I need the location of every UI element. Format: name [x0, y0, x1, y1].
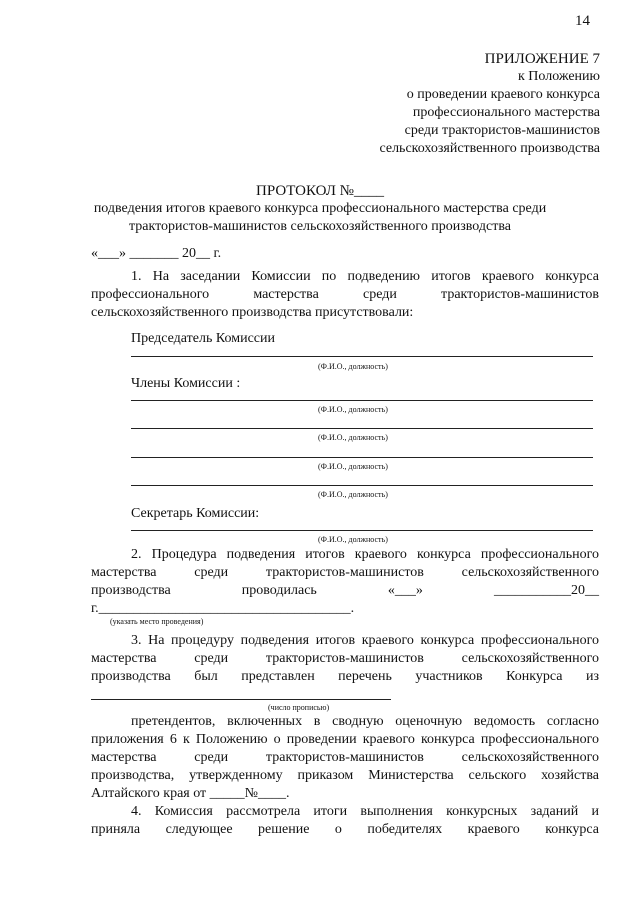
section-4-line: 4. Комиссия рассмотрела итоги выполнения конкурсных заданий и — [131, 804, 599, 819]
section-3-cont-line: производства, утвержденному приказом Министерства сельского хозяйства — [91, 768, 599, 783]
member-caption: (Ф.И.О., должность) — [318, 433, 388, 442]
section-2-line: 2. Процедура подведения итогов краевого конкурса профессионального — [131, 547, 599, 562]
section-2-caption: (указать место проведения) — [110, 617, 204, 626]
count-blank-line[interactable] — [91, 699, 391, 700]
protocol-title: ПРОТОКОЛ №____ — [256, 183, 384, 199]
appendix-line: сельскохозяйственного производства — [379, 141, 600, 156]
protocol-date: «___» _______ 20__ г. — [91, 246, 222, 261]
secretary-blank-line[interactable] — [131, 530, 593, 531]
section-1-line: 1. На заседании Комиссии по подведению итогов краевого конкурса — [131, 269, 599, 284]
appendix-line: профессионального мастерства — [412, 105, 600, 120]
section-1-text — [91, 268, 599, 304]
appendix-title: ПРИЛОЖЕНИЕ 7 — [484, 51, 600, 67]
appendix-line: к Положению — [517, 69, 600, 84]
section-3-continuation — [91, 713, 599, 785]
section-3-line: производства был представлен перечень участников Конкурса из — [91, 669, 599, 684]
section-3-cont-line: претендентов, включенных в сводную оценочную ведомость согласно — [131, 714, 599, 729]
member-blank-line[interactable] — [131, 400, 593, 401]
section-4-line: приняла следующее решение о победителях краевого конкурса — [91, 822, 599, 837]
subtitle-line: трактористов-машинистов сельскохозяйственного производства — [129, 219, 511, 234]
member-caption: (Ф.И.О., должность) — [318, 405, 388, 414]
section-3-caption: (число прописью) — [268, 703, 330, 712]
members-label: Члены Комиссии : — [131, 376, 241, 391]
chair-blank-line[interactable] — [131, 356, 593, 357]
protocol-subtitle — [0, 200, 640, 236]
section-3-line: 3. На процедуру подведения итогов краевого конкурса профессионального — [131, 633, 599, 648]
secretary-caption: (Ф.И.О., должность) — [318, 535, 388, 544]
member-caption: (Ф.И.О., должность) — [318, 462, 388, 471]
chair-caption: (Ф.И.О., должность) — [318, 362, 388, 371]
section-2-line: производства проводилась «___» ___________20__ — [91, 583, 599, 598]
section-3-cont-line: мастерства среди трактористов-машинистов сельскохозяйственного — [91, 750, 599, 765]
page-number: 14 — [575, 13, 590, 29]
subtitle-line: подведения итогов краевого конкурса профессионального мастерства среди — [93, 201, 547, 216]
section-3-line: мастерства среди трактористов-машинистов сельскохозяйственного — [91, 651, 599, 666]
section-4-text — [91, 803, 599, 839]
section-2-text — [91, 546, 599, 600]
section-3-text — [91, 632, 599, 686]
member-blank-line[interactable] — [131, 457, 593, 458]
section-3-cont-line: приложения 6 к Положению о проведении краевого конкурса профессионального — [91, 732, 599, 747]
section-1-line: профессионального мастерства среди трактористов-машинистов — [91, 287, 599, 302]
section-2-place-line: г.____________________________________. — [91, 601, 355, 616]
section-2-line: мастерства среди трактористов-машинистов сельскохозяйственного — [91, 565, 599, 580]
member-caption: (Ф.И.О., должность) — [318, 490, 388, 499]
appendix-block — [379, 50, 600, 158]
appendix-line: о проведении краевого конкурса — [406, 87, 600, 102]
appendix-line: среди трактористов-машинистов — [404, 123, 600, 138]
secretary-label: Секретарь Комиссии: — [131, 506, 260, 521]
member-blank-line[interactable] — [131, 428, 593, 429]
member-blank-line[interactable] — [131, 485, 593, 486]
section-1-line: сельскохозяйственного производства присутствовали: — [91, 305, 414, 320]
section-3-cont-line: Алтайского края от _____№____. — [91, 786, 290, 801]
chair-label: Председатель Комиссии — [131, 331, 275, 346]
